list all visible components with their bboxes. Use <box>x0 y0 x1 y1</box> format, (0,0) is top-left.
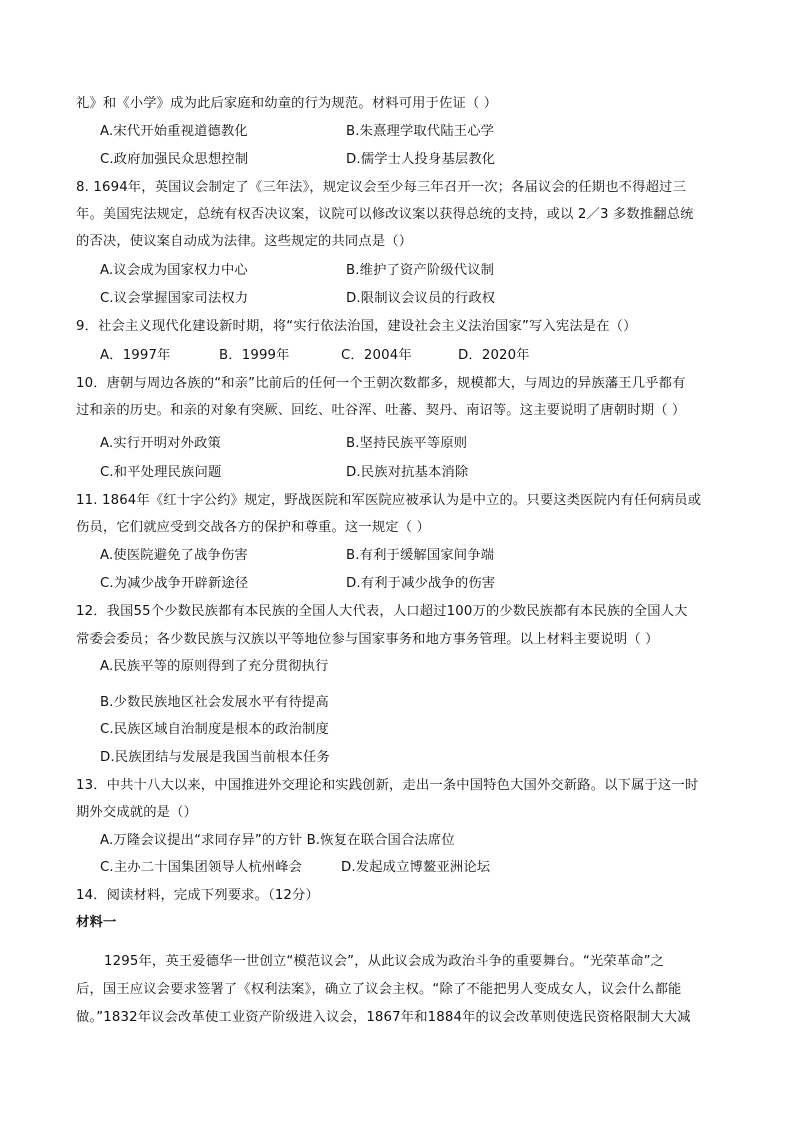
q11-stem-line-2: 伤员，它们就应受到交战各方的保护和尊重。这一规定（ ） <box>76 520 430 535</box>
q12-option-c: C.民族区域自治制度是根本的政治制度 <box>100 722 329 737</box>
q12-stem-line-1: 12．我国55个少数民族都有本民族的全国人大代表，人口超过100万的少数民族都有本民族的全国人大 <box>76 604 688 619</box>
q9-option-a: A．1997年 <box>100 348 171 363</box>
q13-stem-line-2: 期外交成就的是（） <box>76 805 198 820</box>
q12-option-b: B.少数民族地区社会发展水平有待提高 <box>100 695 329 710</box>
q10-stem-line-2: 过和亲的历史。和亲的对象有突厥、回纥、吐谷浑、吐蕃、契丹、南诏等。这主要说明了唐朝时期（ ） <box>76 403 686 418</box>
q11-option-a: A.使医院避免了战争伤害 <box>100 548 248 563</box>
q11-stem-line-1: 11. 1864年《红十字公约》规定，野战医院和军医院应被承认为是中立的。只要这类医院内有任何病员或 <box>76 493 702 508</box>
q9-option-b: B．1999年 <box>219 348 290 363</box>
q9-option-d: D．2020年 <box>458 348 530 363</box>
q10-option-c: C.和平处理民族问题 <box>100 465 222 480</box>
q7-option-a: A.宋代开始重视道德教化 <box>100 124 248 139</box>
q13-option-ab: A.万隆会议提出“求同存异”的方针 B.恢复在联合国合法席位 <box>100 833 455 848</box>
q13-option-c: C.主办二十国集团领导人杭州峰会 <box>100 860 303 875</box>
q10-option-d: D.民族对抗基本消除 <box>346 465 469 480</box>
material-line-1: 1295年，英王爱德华一世创立“模范议会”，从此议会成为政治斗争的重要舞台。“光荣革命”之 <box>104 954 665 969</box>
material-one-title: 材料一 <box>76 915 117 930</box>
q10-option-b: B.坚持民族平等原则 <box>346 436 468 451</box>
q7-stem-tail: 礼》和《小学》成为此后家庭和幼童的行为规范。材料可用于佐证（ ） <box>76 96 498 111</box>
q8-option-b: B.维护了资产阶级代议制 <box>346 263 495 278</box>
q11-option-c: C.为减少战争开辟新途径 <box>100 576 249 591</box>
q7-option-d: D.儒学士人投身基层教化 <box>346 152 496 167</box>
q11-option-d: D.有利于减少战争的伤害 <box>346 576 496 591</box>
q8-stem-line-1: 8. 1694年，英国议会制定了《三年法》，规定议会至少每三年召开一次；各届议会的任期也不得超过三 <box>76 180 686 195</box>
q9-stem: 9．社会主义现代化建设新时期，将“实行依法治国，建设社会主义法治国家”写入宪法是在（） <box>76 319 637 334</box>
q7-option-b: B.朱熹理学取代陆王心学 <box>346 124 495 139</box>
q8-option-d: D.限制议会议员的行政权 <box>346 291 496 306</box>
q8-option-c: C.议会掌握国家司法权力 <box>100 291 249 306</box>
q9-option-c: C．2004年 <box>341 348 412 363</box>
q11-option-b: B.有利于缓解国家间争端 <box>346 548 495 563</box>
q8-option-a: A.议会成为国家权力中心 <box>100 263 248 278</box>
material-line-2: 后，国王应议会要求签署了《权利法案》，确立了议会主权。“除了不能把男人变成女人，议会什么都能 <box>76 982 682 997</box>
q8-stem-line-3: 的否决，使议案自动成为法律。这些规定的共同点是（） <box>76 234 413 249</box>
q8-stem-line-2: 年。美国宪法规定，总统有权否决议案，议院可以修改议案以获得总统的支持，或以 2／3 多数推翻总统 <box>76 207 694 222</box>
q12-option-d: D.民族团结与发展是我国当前根本任务 <box>100 750 330 765</box>
material-line-3: 做。”1832年议会改革使工业资产阶级进入议会，1867年和1884年的议会改革则使选民资格限制大大减 <box>76 1010 691 1025</box>
q13-stem-line-1: 13．中共十八大以来，中国推进外交理论和实践创新，走出一条中国特色大国外交新路。以下属于这一时 <box>76 778 699 793</box>
q12-stem-line-2: 常委会委员；各少数民族与汉族以平等地位参与国家事务和地方事务管理。以上材料主要说明（ ） <box>76 632 659 647</box>
q14-stem: 14．阅读材料，完成下列要求。（12分） <box>76 888 319 903</box>
q13-option-d: D.发起成立博鳌亚洲论坛 <box>341 860 491 875</box>
q10-stem-line-1: 10．唐朝与周边各族的“和亲”比前后的任何一个王朝次数都多，规模都大，与周边的异族藩王几乎都有 <box>76 376 686 391</box>
q12-option-a: A.民族平等的原则得到了充分贯彻执行 <box>100 659 329 674</box>
q7-option-c: C.政府加强民众思想控制 <box>100 152 249 167</box>
q10-option-a: A.实行开明对外政策 <box>100 436 221 451</box>
